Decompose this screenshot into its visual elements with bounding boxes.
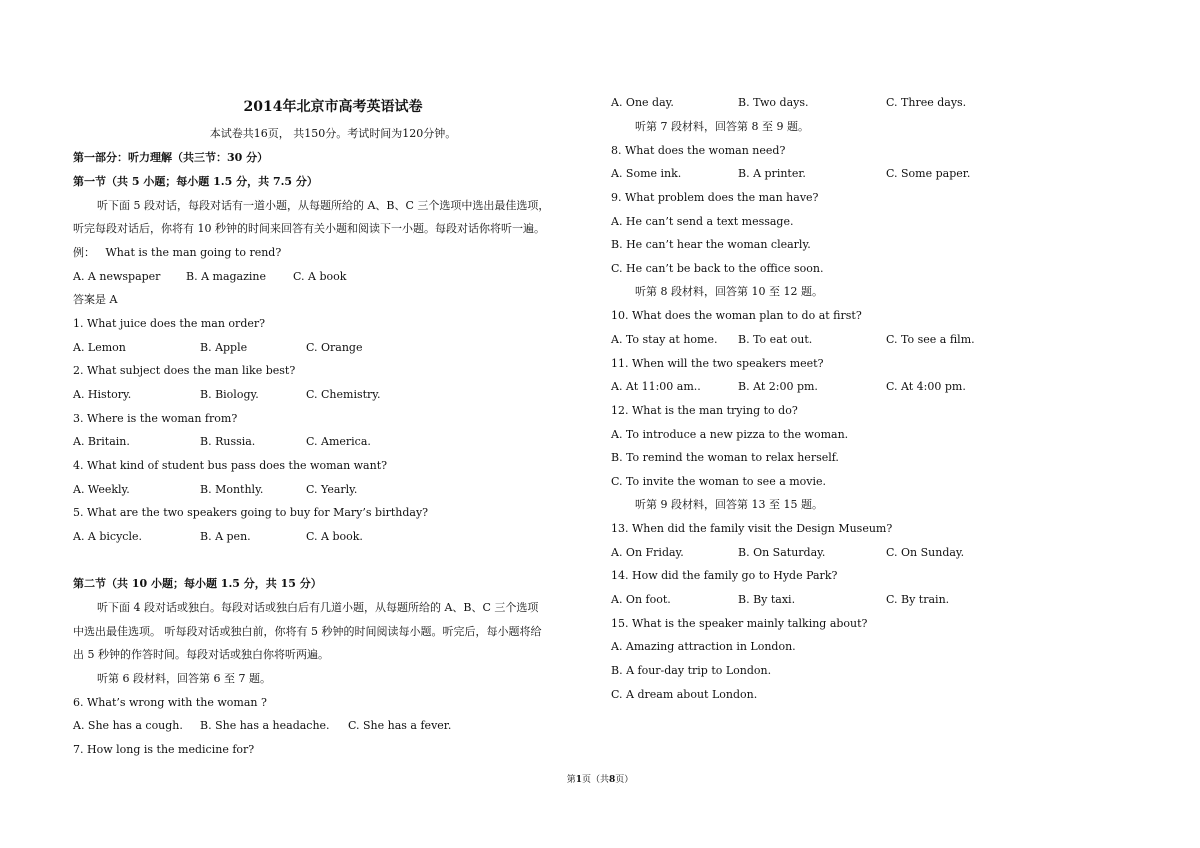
option-a: A. One day. xyxy=(611,96,674,109)
option-a: A. A newspaper xyxy=(73,270,161,283)
material-label: 听第 9 段材料，回答第 13 至 15 题。 xyxy=(635,498,823,511)
option-a: A. To introduce a new pizza to the woman. xyxy=(611,428,849,441)
example-question xyxy=(73,246,281,260)
option-b: B. Two days. xyxy=(738,96,809,109)
option-a: A. Weekly. xyxy=(73,483,130,496)
option-c: C. By train. xyxy=(886,593,950,606)
option-c: C. He can’t be back to the office soon. xyxy=(611,262,824,275)
question-text: 15. What is the speaker mainly talking about? xyxy=(611,617,868,630)
option-c: C. A book xyxy=(293,270,347,283)
option-b: B. Russia. xyxy=(200,435,256,448)
option-a: A. Britain. xyxy=(73,435,130,448)
page-title: 2014年北京市高考英语试卷 xyxy=(243,99,423,115)
option-b: B. A pen. xyxy=(200,530,251,543)
section2-heading: 第二节（共 10 小题；每小题 1.5 分，共 15 分） xyxy=(73,577,322,590)
option-a: A. On Friday. xyxy=(611,546,684,559)
option-a: A. At 11:00 am.. xyxy=(611,380,701,393)
option-c: C. She has a fever. xyxy=(348,719,452,732)
option-b: B. On Saturday. xyxy=(738,546,826,559)
option-b: B. Monthly. xyxy=(200,483,264,496)
option-c: C. At 4:00 pm. xyxy=(886,380,966,393)
option-a: A. She has a cough. xyxy=(73,719,183,732)
option-b: B. He can’t hear the woman clearly. xyxy=(611,238,811,251)
option-b: B. She has a headache. xyxy=(200,719,330,732)
section1-heading: 第一节（共 5 小题；每小题 1.5 分，共 7.5 分） xyxy=(73,175,318,188)
option-c: C. On Sunday. xyxy=(886,546,965,559)
page-footer xyxy=(0,774,1200,786)
material-label: 听第 8 段材料，回答第 10 至 12 题。 xyxy=(635,285,823,298)
question-text: 8. What does the woman need? xyxy=(611,144,786,157)
current-page-number: 1 xyxy=(575,775,582,785)
option-b: B. At 2:00 pm. xyxy=(738,380,818,393)
option-b: B. To remind the woman to relax herself. xyxy=(611,451,839,464)
option-a: A. A bicycle. xyxy=(73,530,142,543)
example-question-text: What is the man going to rend? xyxy=(105,246,282,259)
option-b: B. To eat out. xyxy=(738,333,813,346)
option-a: A. History. xyxy=(73,388,132,401)
section1-instruction: 听下面 5 段对话，每段对话有一道小题，从每题所给的 A、B、C 三个选项中选出最佳选项， xyxy=(97,199,550,212)
footer-text: 页（共 xyxy=(581,775,609,785)
question-text: 7. How long is the medicine for? xyxy=(73,743,255,756)
footer-text: 第 xyxy=(566,775,576,785)
option-a: A. Amazing attraction in London. xyxy=(611,640,796,653)
option-b: B. Apple xyxy=(200,341,248,354)
question-text: 13. When did the family visit the Design Museum? xyxy=(611,522,893,535)
section2-instruction: 听下面 4 段对话或独白。每段对话或独白后有几道小题，从每题所给的 A、B、C 三个选项 xyxy=(97,601,539,614)
question-text: 10. What does the woman plan to do at first? xyxy=(611,309,862,322)
option-b: B. A printer. xyxy=(738,167,806,180)
example-answer: 答案是 A xyxy=(73,293,118,306)
option-c: C. A dream about London. xyxy=(611,688,758,701)
question-text: 14. How did the family go to Hyde Park? xyxy=(611,569,838,582)
option-c: C. Orange xyxy=(306,341,363,354)
option-c: C. To see a film. xyxy=(886,333,975,346)
option-a: A. To stay at home. xyxy=(611,333,718,346)
option-a: A. Lemon xyxy=(73,341,126,354)
section2-instruction: 出 5 秒钟的作答时间。每段对话或独白你将听两遍。 xyxy=(73,648,329,661)
option-b: B. By taxi. xyxy=(738,593,796,606)
option-c: C. A book. xyxy=(306,530,363,543)
option-c: C. Yearly. xyxy=(306,483,358,496)
question-text: 6. What’s wrong with the woman ? xyxy=(73,696,267,709)
option-c: C. Three days. xyxy=(886,96,967,109)
section2-instruction: 中选出最佳选项。 听每段对话或独白前，你将有 5 秒钟的时间阅读每小题。听完后，每小题将给 xyxy=(73,625,542,638)
footer-text: 页） xyxy=(615,775,634,785)
question-text: 11. When will the two speakers meet? xyxy=(611,357,824,370)
example-label: 例： xyxy=(73,246,95,259)
question-text: 4. What kind of student bus pass does the woman want? xyxy=(73,459,388,472)
exam-info: 本试卷共16页， 共150分。考试时间为120分钟。 xyxy=(209,127,457,140)
option-a: A. On foot. xyxy=(611,593,671,606)
total-page-number: 8 xyxy=(609,775,616,785)
option-c: C. To invite the woman to see a movie. xyxy=(611,475,827,488)
material-label: 听第 6 段材料，回答第 6 至 7 题。 xyxy=(97,672,271,685)
material-label: 听第 7 段材料，回答第 8 至 9 题。 xyxy=(635,120,809,133)
option-c: C. Some paper. xyxy=(886,167,971,180)
question-text: 2. What subject does the man like best? xyxy=(73,364,296,377)
section1-instruction: 听完每段对话后，你将有 10 秒钟的时间来回答有关小题和阅读下一小题。每段对话你将听一遍。 xyxy=(73,222,545,235)
question-text: 5. What are the two speakers going to buy for Mary’s birthday? xyxy=(73,506,429,519)
option-b: B. A four-day trip to London. xyxy=(611,664,772,677)
question-text: 1. What juice does the man order? xyxy=(73,317,266,330)
part1-heading: 第一部分：听力理解（共三节：30 分） xyxy=(73,151,269,164)
option-b: B. A magazine xyxy=(186,270,267,283)
option-c: C. Chemistry. xyxy=(306,388,381,401)
option-c: C. America. xyxy=(306,435,371,448)
question-text: 12. What is the man trying to do? xyxy=(611,404,798,417)
question-text: 3. Where is the woman from? xyxy=(73,412,238,425)
option-a: A. He can’t send a text message. xyxy=(611,215,794,228)
option-b: B. Biology. xyxy=(200,388,259,401)
option-a: A. Some ink. xyxy=(611,167,682,180)
question-text: 9. What problem does the man have? xyxy=(611,191,819,204)
